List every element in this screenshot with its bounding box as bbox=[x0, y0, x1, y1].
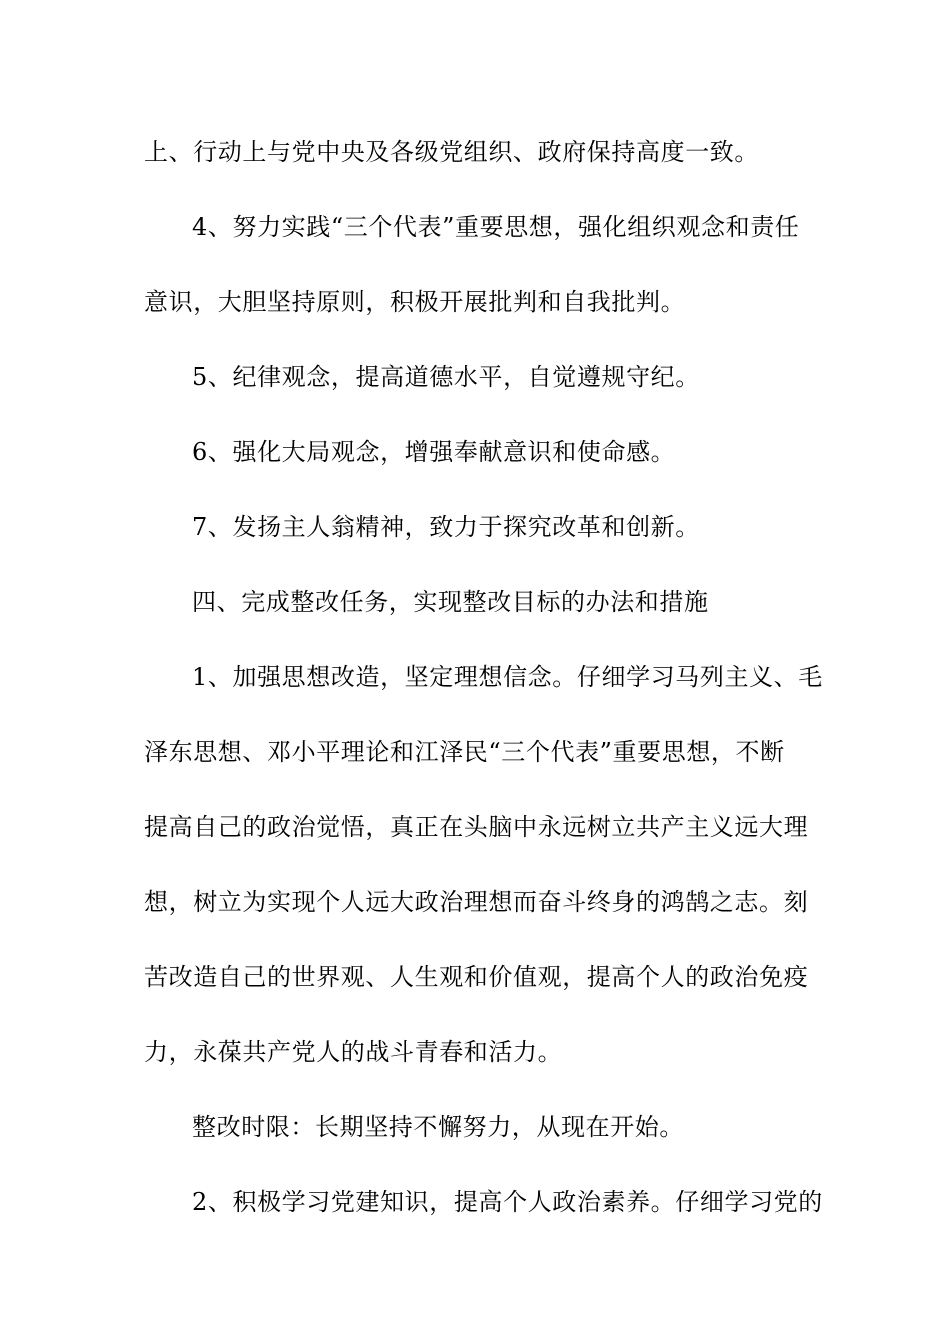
text-line: 6、强化大局观念，增强奉献意识和使命感。 bbox=[192, 438, 676, 466]
text-line: 提高自己的政治觉悟，真正在头脑中永远树立共产主义远大理 bbox=[144, 813, 809, 841]
text-line: 泽东思想、邓小平理论和江泽民“三个代表”重要思想，不断 bbox=[144, 738, 785, 766]
text-line: 2、积极学习党建知识，提高个人政治素养。仔细学习党的 bbox=[192, 1188, 823, 1216]
text-line: 想，树立为实现个人远大政治理想而奋斗终身的鸿鹄之志。刻 bbox=[144, 888, 809, 916]
text-line: 7、发扬主人翁精神，致力于探究改革和创新。 bbox=[192, 513, 700, 541]
text-line: 苦改造自己的世界观、人生观和价值观，提高个人的政治免疫 bbox=[144, 963, 809, 991]
text-line: 整改时限：长期坚持不懈努力，从现在开始。 bbox=[192, 1113, 684, 1141]
text-line: 上、行动上与党中央及各级党组织、政府保持高度一致。 bbox=[144, 138, 759, 166]
text-line: 力，永葆共产党人的战斗青春和活力。 bbox=[144, 1038, 563, 1066]
text-line: 意识，大胆坚持原则，积极开展批判和自我批判。 bbox=[144, 288, 686, 316]
section-heading: 四、完成整改任务，实现整改目标的办法和措施 bbox=[192, 588, 709, 616]
text-line: 1、加强思想改造，坚定理想信念。仔细学习马列主义、毛 bbox=[192, 663, 823, 691]
text-line: 5、纪律观念，提高道德水平，自觉遵规守纪。 bbox=[192, 363, 700, 391]
text-line: 4、努力实践“三个代表”重要思想，强化组织观念和责任 bbox=[192, 213, 800, 241]
